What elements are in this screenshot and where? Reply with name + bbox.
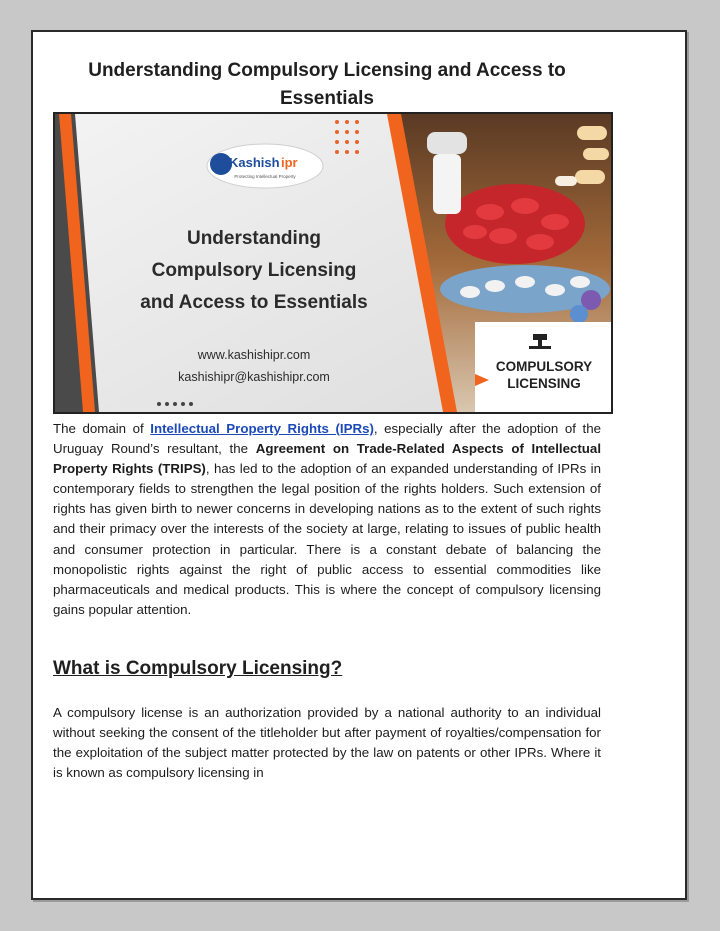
page-title-line1: Understanding Compulsory Licensing and Access to	[88, 60, 566, 81]
badge-line2: LICENSING	[507, 376, 581, 391]
hero-banner	[53, 112, 613, 414]
trips-bold: Agreement on Trade-Related Aspects of Intellectual Property Rights (TRIPS)	[53, 441, 602, 477]
section-heading: What is Compulsory Licensing?	[53, 658, 343, 679]
definition-paragraph: A compulsory license is an authorization provided by a national authority to an individual without seeking the consent of the titleholder but after payment of royalties/compensation for the exploitation of the subject matter protected by the law on patents or other IPRs. Where it is known as compulsory licensing in	[53, 705, 601, 781]
intro-paragraph	[53, 419, 601, 620]
intro-text-3: , has led to the adoption of an expanded understanding of IPRs in contemporary fields to strengthen the legal position of the rights holders. Such extension of rights has given birth to newer concerns in developing nations as to the extent of such rights and their primacy over the interests of the society at large, relating to issues of public health and consumer protection in particular. There is a constant debate of balancing the monopolistic rights against the right of public access to essential commodities like pharmaceuticals and medical products. This is where the concept of compulsory licensing gains popular attention.	[53, 461, 601, 617]
logo-text-kashish: Kashish	[229, 155, 280, 170]
banner-heading-line3: and Access to Essentials	[140, 292, 368, 313]
banner-email: kashishipr@kashishipr.com	[178, 370, 330, 384]
banner-heading-line1: Understanding	[186, 228, 322, 249]
ipr-link[interactable]: Intellectual Property Rights (IPRs)	[150, 421, 374, 436]
page-title-line2: Essentials	[280, 88, 374, 109]
page-title	[54, 57, 600, 113]
compulsory-licensing-badge	[475, 322, 611, 412]
banner-website: www.kashishipr.com	[197, 348, 311, 362]
kashishipr-logo	[207, 144, 323, 188]
intro-text-2: , especially after the adoption of the Uruguay Round’s resultant, the	[53, 421, 601, 457]
badge-line1: COMPULSORY	[495, 359, 593, 374]
logo-tagline: Protecting Intellectual Property	[234, 174, 296, 179]
banner-heading-line2: Compulsory Licensing	[151, 260, 357, 281]
logo-text-ipr: ipr	[281, 155, 298, 170]
intro-text-1: The domain of	[53, 421, 151, 436]
